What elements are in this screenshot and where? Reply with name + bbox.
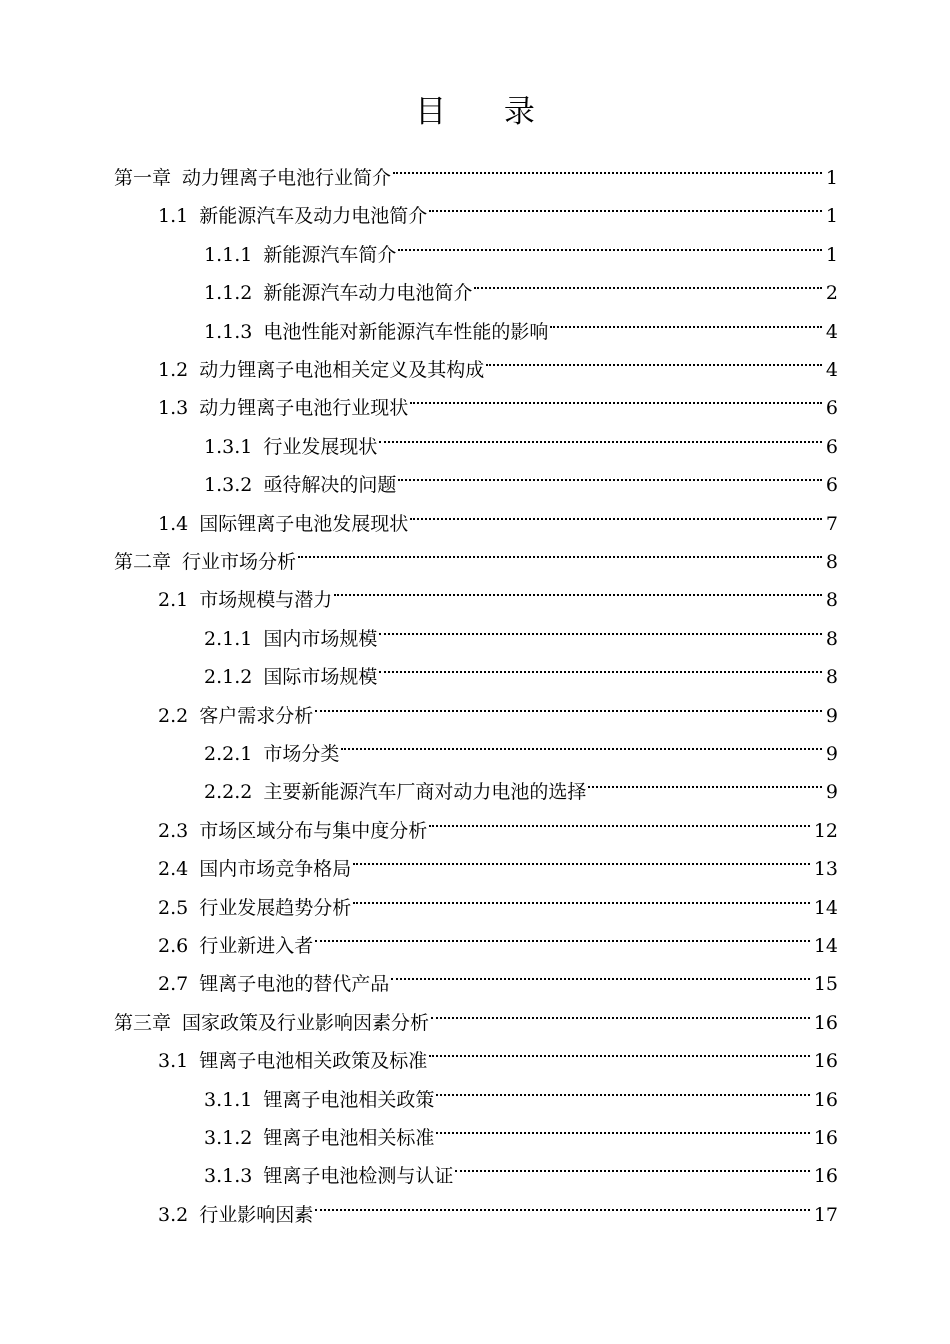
toc-entry-title: 市场分类 <box>263 743 340 765</box>
toc-entry-number: 1.4 <box>158 513 189 535</box>
toc-entry-number: 2.5 <box>158 897 189 919</box>
toc-entry-level-3[interactable] <box>204 1068 838 1111</box>
toc-dot-leader <box>315 1183 810 1221</box>
toc-dot-leader <box>429 1029 810 1067</box>
toc-entry-level-2[interactable] <box>158 684 838 727</box>
toc-dot-leader <box>298 530 822 568</box>
toc-entry-level-2[interactable] <box>158 1029 838 1072</box>
toc-page-number: 16 <box>813 1127 838 1149</box>
toc-entry-number: 1.3 <box>158 397 189 419</box>
toc-dot-leader <box>391 952 810 990</box>
toc-entry-number: 3.2 <box>158 1204 189 1226</box>
toc-dot-leader <box>455 1144 809 1182</box>
toc-dot-leader <box>429 799 810 837</box>
toc-entry-number: 3.1 <box>158 1050 189 1072</box>
toc-page-number: 17 <box>813 1204 838 1226</box>
toc-page-number: 16 <box>813 1012 838 1034</box>
toc-dot-leader <box>398 223 822 261</box>
toc-dot-leader <box>429 184 822 222</box>
toc-page-number: 6 <box>825 436 838 458</box>
toc-entry-level-2[interactable] <box>158 568 838 611</box>
toc-dot-leader <box>410 376 822 414</box>
toc-entry-level-2[interactable] <box>158 492 838 535</box>
toc-entry-number: 2.6 <box>158 935 189 957</box>
toc-entry-level-3[interactable] <box>204 645 838 688</box>
toc-dot-leader <box>315 914 810 952</box>
toc-entry-level-3[interactable] <box>204 453 838 496</box>
toc-entry-level-2[interactable] <box>158 1183 838 1226</box>
toc-entry-level-2[interactable] <box>158 184 838 227</box>
toc-entry-level-3[interactable] <box>204 760 838 803</box>
toc-entry-title: 锂离子电池相关政策 <box>263 1089 435 1111</box>
toc-dot-leader <box>334 568 822 606</box>
toc-entry-number: 2.3 <box>158 820 189 842</box>
toc-dot-leader <box>353 837 810 875</box>
toc-entry-title: 市场规模与潜力 <box>199 589 333 611</box>
toc-entry-number: 1.2 <box>158 359 189 381</box>
toc-entry-number: 第二章 <box>114 551 172 573</box>
toc-entry-title: 动力锂离子电池行业现状 <box>199 397 409 419</box>
toc-page-number: 8 <box>825 551 838 573</box>
toc-dot-leader <box>474 261 822 299</box>
toc-entry-number: 2.1.2 <box>204 666 253 688</box>
toc-dot-leader <box>341 722 822 760</box>
toc-page-number: 16 <box>813 1089 838 1111</box>
toc-dot-leader <box>398 453 822 491</box>
toc-entry-level-2[interactable] <box>158 338 838 381</box>
toc-entry-number: 第一章 <box>114 167 172 189</box>
toc-page-number: 1 <box>825 244 838 266</box>
toc-entry-title: 锂离子电池相关政策及标准 <box>199 1050 428 1072</box>
toc-dot-leader <box>379 645 822 683</box>
toc-entry-title: 行业影响因素 <box>199 1204 314 1226</box>
toc-page-number: 8 <box>825 666 838 688</box>
toc-dot-leader <box>410 492 822 530</box>
toc-page-number: 14 <box>813 897 838 919</box>
page-title: 目 录 <box>415 94 559 130</box>
toc-page-number: 1 <box>825 167 838 189</box>
toc-entry-title: 锂离子电池的替代产品 <box>199 973 390 995</box>
toc-entry-level-1[interactable] <box>114 146 838 189</box>
toc-entry-level-2[interactable] <box>158 837 838 880</box>
toc-entry-level-3[interactable] <box>204 261 838 304</box>
toc-page-number: 6 <box>825 397 838 419</box>
toc-entry-title: 客户需求分析 <box>199 705 314 727</box>
toc-entry-title: 市场区域分布与集中度分析 <box>199 820 428 842</box>
toc-entry-number: 2.2 <box>158 705 189 727</box>
toc-entry-level-3[interactable] <box>204 1106 838 1149</box>
toc-entry-level-2[interactable] <box>158 914 838 957</box>
toc-entry-title: 行业市场分析 <box>182 551 297 573</box>
toc-entry-title: 行业发展现状 <box>263 436 378 458</box>
toc-entry-number: 1.1 <box>158 205 189 227</box>
toc-entry-title: 锂离子电池相关标准 <box>263 1127 435 1149</box>
toc-entry-title: 国内市场规模 <box>263 628 378 650</box>
toc-entry-title: 亟待解决的问题 <box>263 474 397 496</box>
toc-dot-leader <box>588 760 822 798</box>
toc-dot-leader <box>353 876 810 914</box>
toc-entry-number: 3.1.3 <box>204 1165 253 1187</box>
toc-entry-level-2[interactable] <box>158 799 838 842</box>
toc-entry-title: 锂离子电池检测与认证 <box>263 1165 454 1187</box>
toc-entry-level-2[interactable] <box>158 876 838 919</box>
toc-entry-level-3[interactable] <box>204 607 838 650</box>
toc-dot-leader <box>315 684 822 722</box>
toc-entry-title: 电池性能对新能源汽车性能的影响 <box>263 321 549 343</box>
toc-page-number: 1 <box>825 205 838 227</box>
toc-entry-number: 2.4 <box>158 858 189 880</box>
toc-page-number: 9 <box>825 743 838 765</box>
toc-page-number: 16 <box>813 1050 838 1072</box>
toc-page-number: 2 <box>825 282 838 304</box>
toc-entry-title: 新能源汽车动力电池简介 <box>263 282 473 304</box>
toc-entry-title: 主要新能源汽车厂商对动力电池的选择 <box>263 781 587 803</box>
toc-entry-level-2[interactable] <box>158 376 838 419</box>
toc-dot-leader <box>436 1106 809 1144</box>
toc-page-number: 7 <box>825 513 838 535</box>
toc-entry-title: 行业新进入者 <box>199 935 314 957</box>
toc-page-number: 9 <box>825 781 838 803</box>
toc-dot-leader <box>486 338 822 376</box>
toc-entry-level-3[interactable] <box>204 300 838 343</box>
toc-entry-title: 国际锂离子电池发展现状 <box>199 513 409 535</box>
toc-dot-leader <box>436 1068 809 1106</box>
toc-entry-level-3[interactable] <box>204 223 838 266</box>
toc-dot-leader <box>550 300 822 338</box>
toc-entry-level-3[interactable] <box>204 415 838 458</box>
toc-page-number: 4 <box>825 359 838 381</box>
toc-dot-leader <box>431 991 810 1029</box>
toc-entry-number: 2.1.1 <box>204 628 253 650</box>
toc-entry-title: 行业发展趋势分析 <box>199 897 352 919</box>
toc-dot-leader <box>393 146 822 184</box>
toc-entry-number: 第三章 <box>114 1012 172 1034</box>
toc-entry-level-3[interactable] <box>204 722 838 765</box>
toc-entry-number: 1.1.1 <box>204 244 253 266</box>
toc-page-number: 13 <box>813 858 838 880</box>
toc-entry-number: 2.1 <box>158 589 189 611</box>
toc-dot-leader <box>379 415 822 453</box>
toc-entry-level-1[interactable] <box>114 530 838 573</box>
toc-dot-leader <box>379 607 822 645</box>
toc-page-number: 15 <box>813 973 838 995</box>
toc-entry-title: 新能源汽车及动力电池简介 <box>199 205 428 227</box>
toc-entry-number: 2.2.1 <box>204 743 253 765</box>
toc-entry-number: 1.3.1 <box>204 436 253 458</box>
toc-page-number: 12 <box>813 820 838 842</box>
toc-entry-level-3[interactable] <box>204 1144 838 1187</box>
toc-page-number: 16 <box>813 1165 838 1187</box>
toc-page-number: 4 <box>825 321 838 343</box>
toc-entry-number: 1.3.2 <box>204 474 253 496</box>
toc-entry-title: 国际市场规模 <box>263 666 378 688</box>
toc-entry-title: 国内市场竞争格局 <box>199 858 352 880</box>
toc-entry-number: 3.1.1 <box>204 1089 253 1111</box>
toc-page-number: 8 <box>825 589 838 611</box>
toc-entry-title: 国家政策及行业影响因素分析 <box>182 1012 430 1034</box>
toc-page-number: 6 <box>825 474 838 496</box>
toc-entry-title: 动力锂离子电池行业简介 <box>182 167 392 189</box>
toc-entry-level-1[interactable] <box>114 991 838 1034</box>
toc-page-number: 14 <box>813 935 838 957</box>
toc-page-number: 9 <box>825 705 838 727</box>
toc-entry-title: 新能源汽车简介 <box>263 244 397 266</box>
toc-entry-number: 1.1.3 <box>204 321 253 343</box>
toc-entry-number: 2.7 <box>158 973 189 995</box>
toc-entry-level-2[interactable] <box>158 952 838 995</box>
toc-entry-number: 3.1.2 <box>204 1127 253 1149</box>
toc-page-number: 8 <box>825 628 838 650</box>
toc-entry-number: 1.1.2 <box>204 282 253 304</box>
toc-entry-number: 2.2.2 <box>204 781 253 803</box>
toc-entry-title: 动力锂离子电池相关定义及其构成 <box>199 359 485 381</box>
